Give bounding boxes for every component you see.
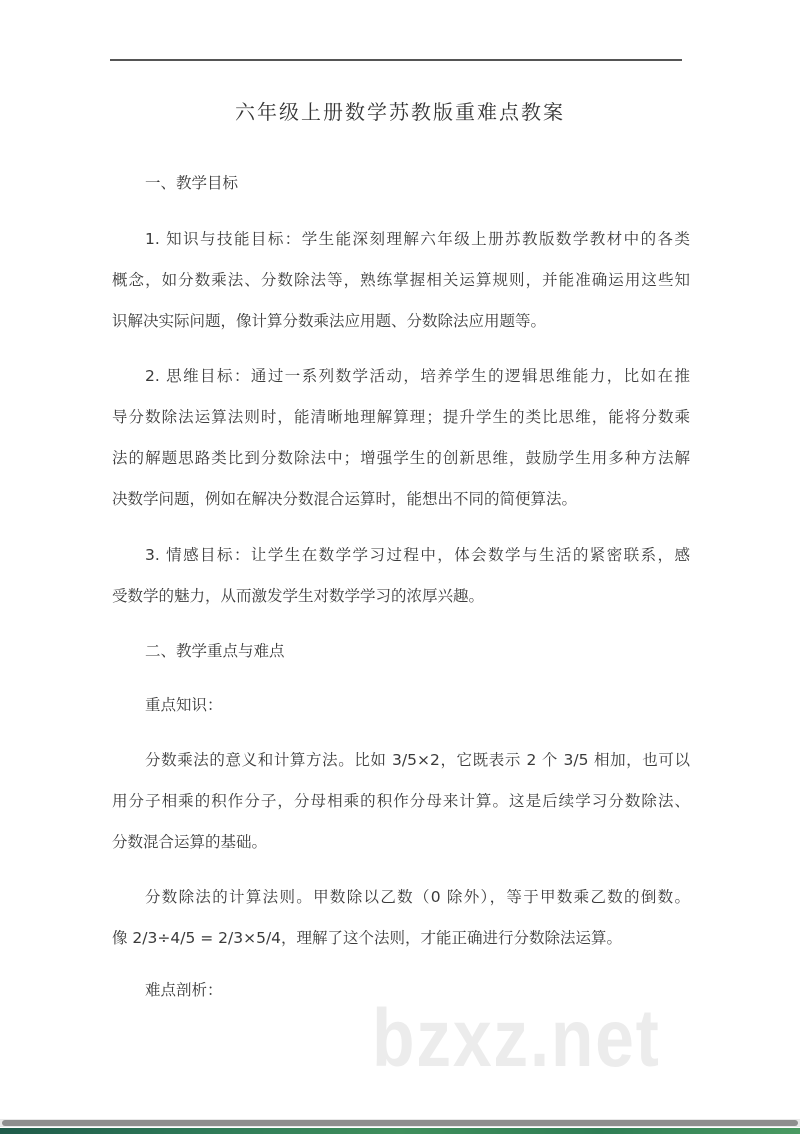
header-rule: [110, 59, 682, 61]
paragraph-line: 分数乘法的意义和计算方法。比如 3/5×2，它既表示 2 个 3/5 相加，也可以: [145, 751, 690, 769]
watermark: bzxz.net: [372, 993, 661, 1084]
paragraph-line: 法的解题思路类比到分数除法中；增强学生的创新思维，鼓励学生用多种方法解: [112, 449, 690, 467]
paragraph-line: 分数混合运算的基础。: [112, 833, 268, 851]
horizontal-scrollbar[interactable]: [0, 1119, 800, 1127]
paragraph-line: 概念，如分数乘法、分数除法等，熟练掌握相关运算规则，并能准确运用这些知: [112, 271, 690, 289]
paragraph-line: 决数学问题，例如在解决分数混合运算时，能想出不同的简便算法。: [112, 490, 578, 508]
difficulty-analysis-label: 难点剖析：: [145, 981, 223, 999]
paragraph-line: 用分子相乘的积作分子，分母相乘的积作分母来计算。这是后续学习分数除法、: [112, 792, 690, 810]
paragraph-line: 识解决实际问题，像计算分数乘法应用题、分数除法应用题等。: [112, 312, 547, 330]
paragraph-line: 分数除法的计算法则。甲数除以乙数（0 除外），等于甲数乘乙数的倒数。: [145, 888, 690, 906]
paragraph-line: 1. 知识与技能目标：学生能深刻理解六年级上册苏教版数学教材中的各类: [145, 230, 690, 248]
section-heading-key-points: 二、教学重点与难点: [145, 642, 285, 660]
scrollbar-thumb[interactable]: [2, 1120, 798, 1126]
paragraph-line: 3. 情感目标：让学生在数学学习过程中，体会数学与生活的紧密联系，感: [145, 546, 690, 564]
document-title: 六年级上册数学苏教版重难点教案: [235, 100, 565, 124]
key-knowledge-label: 重点知识：: [145, 696, 223, 714]
paragraph-line: 导分数除法运算法则时，能清晰地理解算理；提升学生的类比思维，能将分数乘: [112, 408, 690, 426]
bottom-banner-strip: [0, 1128, 800, 1134]
paragraph-line: 2. 思维目标：通过一系列数学活动，培养学生的逻辑思维能力，比如在推: [145, 367, 690, 385]
section-heading-objectives: 一、教学目标: [145, 174, 239, 192]
paragraph-line: 像 2/3÷4/5 = 2/3×5/4，理解了这个法则，才能正确进行分数除法运算。: [112, 929, 623, 947]
paragraph-line: 受数学的魅力，从而激发学生对数学学习的浓厚兴趣。: [112, 587, 485, 605]
